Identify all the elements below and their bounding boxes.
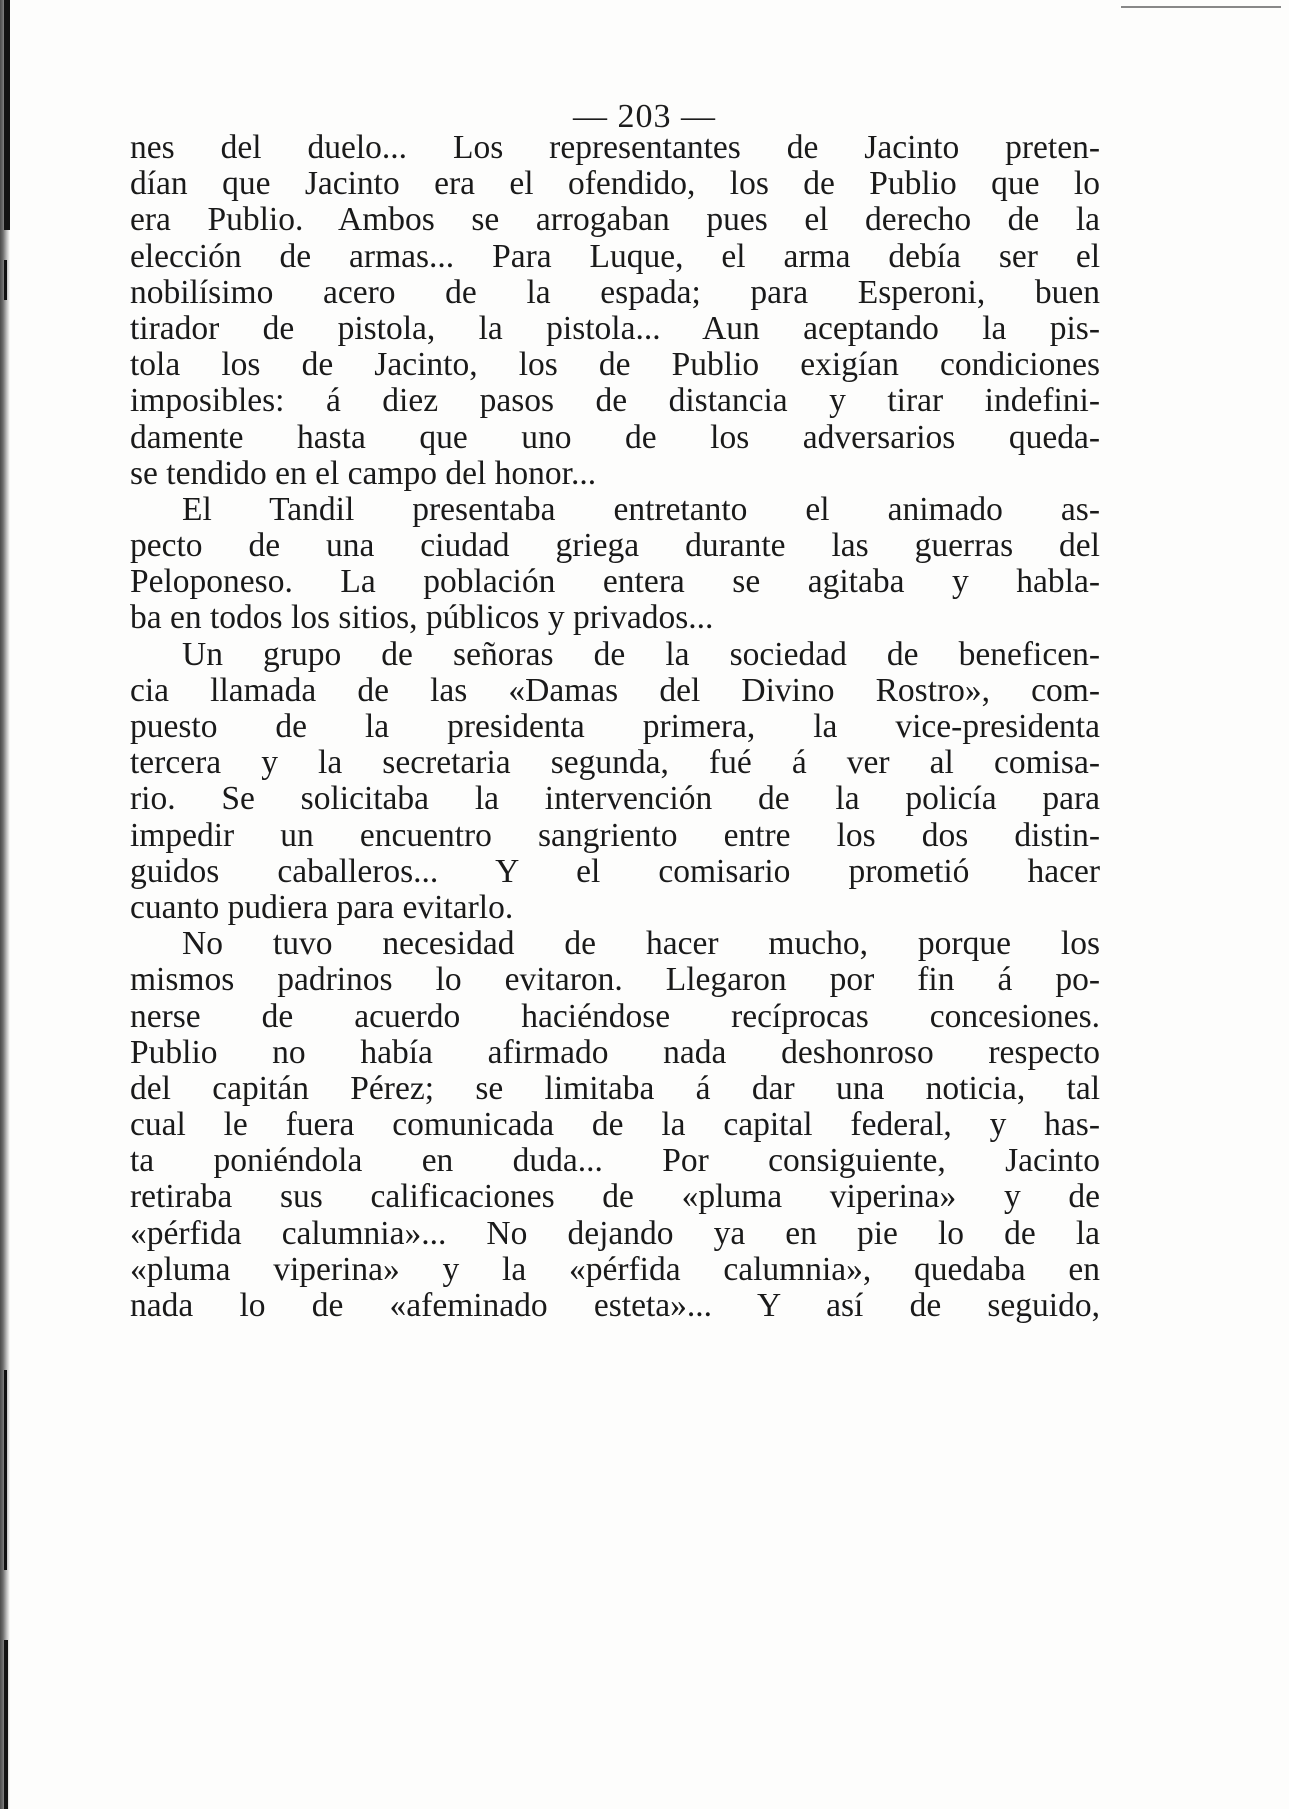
text-line: damente hasta que uno de los adversarios queda- [130,418,1100,456]
body-text [130,130,1100,1324]
text-line: nada lo de «afeminado esteta»... Y así de seguido, [130,1287,1100,1324]
text-line: impedir un encuentro sangriento entre los dos distin- [130,816,1100,854]
text-line: «pluma viperina» y la «pérfida calumnia», quedaba en [130,1250,1100,1288]
text-line: cual le fuera comunicada de la capital federal, y has- [130,1106,1100,1144]
text-line: pecto de una ciudad griega durante las guerras del [130,527,1100,565]
binding-shadow-mark [4,1640,8,1809]
text-line: Un grupo de señoras de la sociedad de beneficen- [182,635,1100,673]
top-edge-rule [1121,6,1281,8]
text-line: rio. Se solicitaba la intervención de la policía para [130,780,1100,818]
text-line: cuanto pudiera para evitarlo. [130,888,514,926]
text-line: mismos padrinos lo evitaron. Llegaron por fin á po- [130,961,1100,999]
text-line: tola los de Jacinto, los de Publio exigían condiciones [130,346,1100,384]
text-line: tirador de pistola, la pistola... Aun aceptando la pis- [130,309,1100,347]
text-line: cia llamada de las «Damas del Divino Rostro», com- [130,671,1100,709]
text-line: «pérfida calumnia»... No dejando ya en pie lo de la [130,1214,1100,1252]
text-line: nes del duelo... Los representantes de Jacinto preten- [130,129,1100,166]
text-line: se tendido en el campo del honor... [130,454,597,492]
page-number: — 203 — [573,98,716,135]
text-line: Publio no había afirmado nada deshonroso respecto [130,1033,1100,1071]
text-line: nerse de acuerdo haciéndose recíprocas concesiones. [130,997,1100,1035]
text-line: retiraba sus calificaciones de «pluma viperina» y de [130,1178,1100,1216]
text-line: ta poniéndola en duda... Por consiguiente, Jacinto [130,1142,1100,1180]
text-line: ba en todos los sitios, públicos y privados... [130,599,714,637]
text-line: imposibles: á diez pasos de distancia y tirar indefini- [130,382,1100,420]
text-line: dían que Jacinto era el ofendido, los de Publio que lo [130,165,1100,203]
text-line: tercera y la secretaria segunda, fué á ver al comisa- [130,744,1100,782]
text-line: puesto de la presidenta primera, la vice-presidenta [130,708,1100,745]
text-line: del capitán Pérez; se limitaba á dar una noticia, tal [130,1069,1100,1107]
text-line: elección de armas... Para Luque, el arma debía ser el [130,237,1100,275]
binding-shadow-mark [4,260,7,300]
text-line: guidos caballeros... Y el comisario prometió hacer [130,852,1100,890]
text-line: No tuvo necesidad de hacer mucho, porque los [182,925,1100,963]
text-line: era Publio. Ambos se arrogaban pues el derecho de la [130,201,1100,239]
text-line: Peloponeso. La población entera se agitaba y habla- [130,563,1100,601]
text-line: El Tandil presentaba entretanto el animado as- [182,490,1100,528]
binding-shadow-mark [4,1370,7,1570]
text-line: nobilísimo acero de la espada; para Esperoni, buen [130,273,1100,311]
